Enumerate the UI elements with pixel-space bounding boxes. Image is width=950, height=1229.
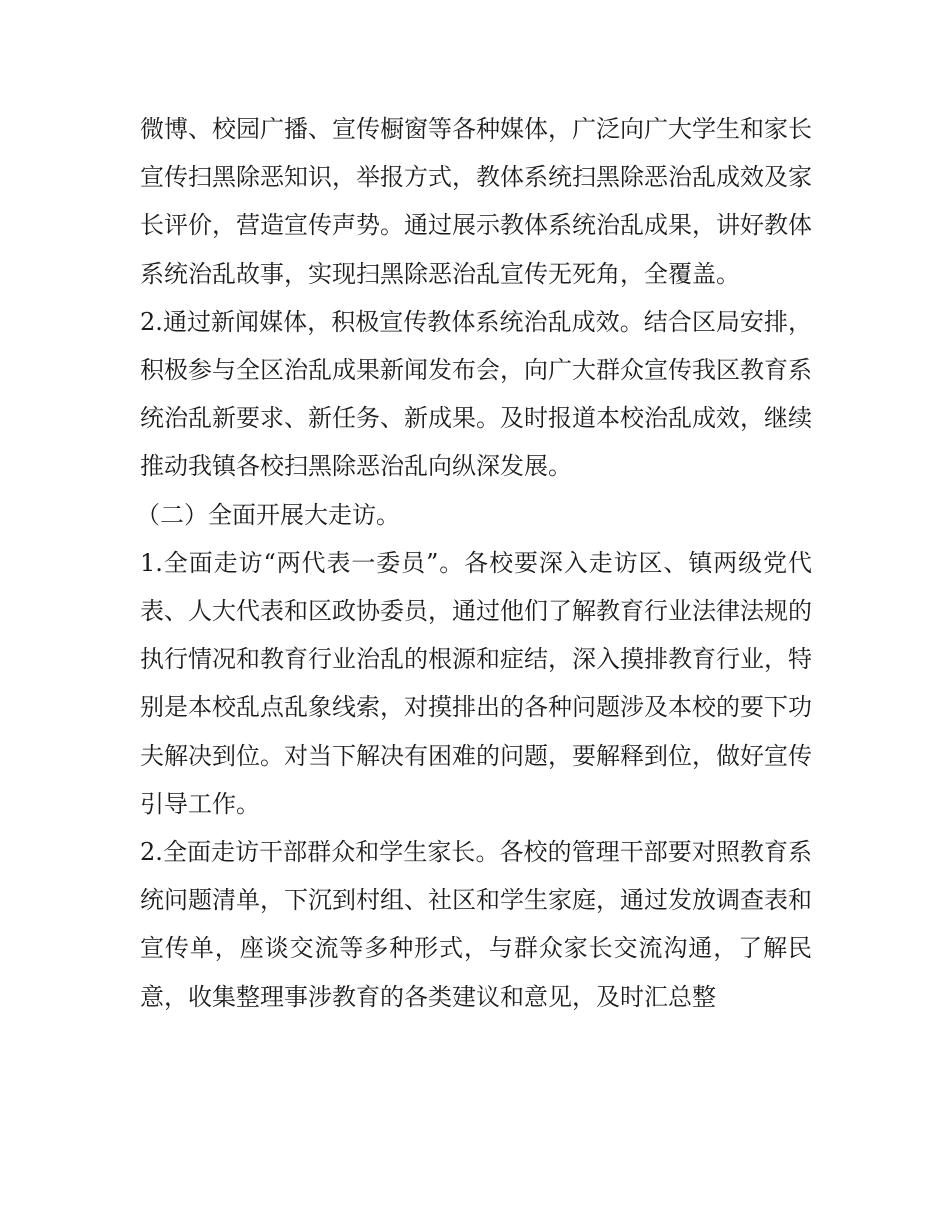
- section-heading: （二）全面开展大走访。: [136, 500, 400, 529]
- paragraph-news-media: 2.通过新闻媒体，积极宣传教体系统治乱成效。结合区局安排，积极参与全区治乱成果新闻发布会，向广大群众宣传我区教育系统治乱新要求、新任务、新成果。及时报道本校治乱成效，继续推动我镇各校扫黑除恶治乱向纵深发展。: [140, 307, 812, 481]
- paragraph-visit-representatives: 1.全面走访“两代表一委员”。各校要深入走访区、镇两级党代表、人大代表和区政协委员，通过他们了解教育行业法律法规的执行情况和教育行业治乱的根源和症结，深入摸排教育行业，特别是本校乱点乱象线索，对摸排出的各种问题涉及本校的要下功夫解决到位。对当下解决有困难的问题，要解释到位，做好宣传引导工作。: [140, 548, 812, 818]
- paragraph-media-promotion: 微博、校园广播、宣传橱窗等各种媒体，广泛向广大学生和家长宣传扫黑除恶知识，举报方式，教体系统扫黑除恶治乱成效及家长评价，营造宣传声势。通过展示教体系统治乱成果，讲好教体系统治乱故事，实现扫黑除恶治乱宣传无死角，全覆盖。: [140, 115, 812, 288]
- paragraph-visit-cadres-parents: 2.全面走访干部群众和学生家长。各校的管理干部要对照教育系统问题清单，下沉到村组、社区和学生家庭，通过发放调查表和宣传单，座谈交流等多种形式，与群众家长交流沟通，了解民意，收集整理事涉教育的各类建议和意见，及时汇总整: [140, 838, 812, 1011]
- document-body: [136, 105, 812, 1021]
